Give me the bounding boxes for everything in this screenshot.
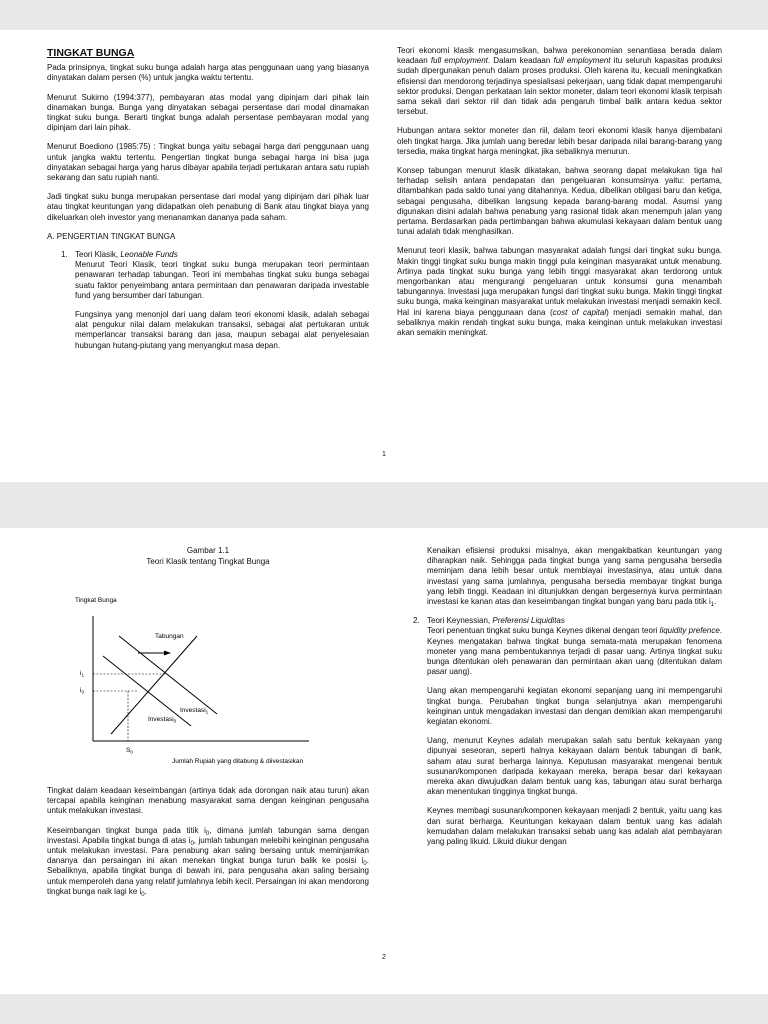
text: . Dalam keadaan xyxy=(487,56,554,66)
paragraph: Konsep tabungan menurut klasik dikatakan, bahwa seorang dapat melakukan tiga hal terhadap selisih antara pendapatan dan pengeluaran konsumsinya yaitu: pertama, ditambahkan pada saldo tunai yang ditahannya. Kedua, dibelikan obligasi baru dan ketiga, sebagai pengusaha, dibelikan langsung kepada barang-barang modal. Asumsi yang digunakan disini adalah bahwa penabung yang rasional tidak akan menempuh jalan yang pertama. Berdasarkan pada pertimbangan bahwa akumulasi kekayaan dalam bentuk uang tunai adalah tidak menghasilkan. xyxy=(397,166,722,237)
italic-text: liquidity prefence xyxy=(659,626,720,636)
page-1 xyxy=(0,30,768,482)
page1-right-column xyxy=(397,46,722,347)
y-axis-label: Tingkat Bunga xyxy=(75,597,117,604)
text: Teori penentuan tingkat suku bunga Keynes dikenal dengan teori xyxy=(427,626,660,636)
text: Menurut teori klasik, bahwa tabungan masyarakat adalah fungsi dari tingkat suku bunga. Makin tinggi tingkat suku bunga makin tinggi pula keinginan masyarakat untuk menabung. Artinya pada tingkat suku bunga yang lebih tinggi masyarakat akan terdorong untuk mengorbankan atau mengurangi pengeluaran untuk konsumsi guna menambah tabungannya. Investasi juga merupakan fungsi dari tingkat suku bunga. Makin tinggi tingkat suku bunga, maka keinginan masyarakat untuk melakukan investasi menjadi semakin kecil. Hal ini karena biaya penggunaan dana ( xyxy=(397,246,722,317)
text: Teori ekonomi klasik mengasumsikan, bahwa perekonomian senantiasa berada dalam keadaan xyxy=(397,46,722,66)
text: Kenaikan efisiensi produksi misalnya, akan mengakibatkan keuntungan yang diharapkan naik. Sehingga pada tingkat bunga yang sama pengusaha bersedia meminjam dana lebih besar untuk membiayai investasinya, atau untuk dana investasi yang sama jumlahnya, pengusaha bersedia membayar tingkat bunga yang lebih tinggi. Keadaan ini ditunjukkan dengan bergesernya kurva permintaan investasi ke kanan atas dan keseimbangan tingkat bungan yang baru pada titik i xyxy=(427,546,722,607)
savings-label: Tabungan xyxy=(155,633,184,640)
text: . xyxy=(714,597,717,607)
s0-label: $S_0$ xyxy=(126,747,133,755)
paragraph xyxy=(397,46,722,117)
i0-label: $i_0$ xyxy=(80,687,84,695)
list-item-teori-klasik xyxy=(47,250,369,351)
list-number: 1. xyxy=(61,250,68,260)
page-number: 1 xyxy=(382,451,386,458)
text: . xyxy=(144,886,147,896)
list-number: 2. xyxy=(413,616,420,626)
list-item-teori-keynessian xyxy=(413,616,722,847)
figure-number: Gambar 1.1 xyxy=(186,546,230,555)
paragraph xyxy=(427,626,722,677)
arrow-head-icon xyxy=(164,651,171,656)
text: itu seluruh kapasitas produksi sudah dipergunakan penuh dalam proses produksi. Oleh karena itu, kecuali meningkatkan efisiensi dan mendorong terjadinya spesialisasi pekerjaan, uang tidak dapat mempengaruhi sektor produksi. Dengan perkataan lain sektor moneter, dalam teori ekonomi klasik terpisah sama sekali dari sektor riil dan tidak ada pengaruh timbal balik antara kedua sektor tersebut. xyxy=(397,56,722,117)
document-title: TINGKAT BUNGA xyxy=(47,47,135,59)
text: , jumlah tabungan melebihi keinginan pengusaha untuk melakukan investasi. Para penabung akan saling bersaing untuk meminjamkan dananya dan persaingan ini akan menekan tingkat bunga turun balik ke posisi i xyxy=(47,835,370,866)
i1-label: $i_1$ xyxy=(80,670,84,678)
italic-text: full employment xyxy=(430,56,488,66)
subscript: 1 xyxy=(710,602,715,609)
paragraph: Hubungan antara sektor moneter dan riil, dalam teori ekonomi klasik hanya dijembatani oleh tingkat harga. Jika jumlah uang beredar lebih besar daripada nilai barang-barang yang tersedia, maka tingkat harga meningkat, jika sebaliknya menurun. xyxy=(397,126,722,156)
paragraph xyxy=(427,546,722,607)
subscript: 0 xyxy=(205,830,210,837)
paragraph xyxy=(47,826,369,897)
investment-curve-1 xyxy=(119,636,217,714)
paragraph: Pada prinsipnya, tingkat suku bunga adalah harga atas penggunaan uang yang biasanya dinyatakan dalam persen (%) untuk jangka waktu tertentu. xyxy=(47,63,369,83)
list-item-title xyxy=(75,250,369,260)
investment-1-label: Investasi$_1$ xyxy=(180,707,209,715)
text: ) menjadi semakin mahal, dan sebaliknya makin rendah tingkat suku bunga, maka keinginan untuk melakukan investasi akan semakin meningkat. xyxy=(397,307,722,338)
text: . Sebaliknya, apabila tingkat bunga di bawah ini, para pengusaha akan saling bersaing untuk memperoleh dana yang relatif jumlahnya lebih kecil. Persaingan ini akan mendorong tingkat bunga naik lagi ke i xyxy=(47,856,369,896)
investment-0-label: Investasi$_0$ xyxy=(148,716,177,724)
paragraph: Menurut Sukirno (1994:377), pembayaran atas modal yang dipinjam dari pihak lain dinamakan bunga. Bunga yang dinyatakan sebagai persentase dari modal dinamakan tingkat suku bunga. Berarti tingkat bunga adalah persentase pembayaran modal yang dipinjam dari lain pihak. xyxy=(47,92,369,133)
paragraph: Jadi tingkat suku bunga merupakan persentase dari modal yang dipinjam dari pihak luar atau tingkat keuntungan yang didapatkan oleh penabung di Bank atau tingkat biaya yang dikeluarkan oleh investor yang menanamkan dananya pada saham. xyxy=(47,192,369,222)
figure-caption xyxy=(47,546,369,567)
paragraph: Uang akan mempengaruhi kegiatan ekonomi sepanjang uang ini mempengaruhi tingkat bunga. Perubahan tingkat bunga selanjutnya akan mempengaruhi keinginan untuk mengadakan investasi dan dengan demikian akan mempengaruhi kegiatan ekonomi. xyxy=(427,686,722,727)
page-number: 2 xyxy=(382,954,386,961)
paragraph: Menurut Teori Klasik, teori tingkat suku bunga merupakan teori permintaan penawaran terhadap tabungan. Teori ini membahas tingkat suku bunga sebagai suatu faktor penyeimbang antara permintaan dan penawaran daripada investable fund yang bersumber dari tabungan. xyxy=(75,260,369,300)
page2-left-column xyxy=(47,546,369,906)
paragraph: Menurut Boediono (1985:75) : Tingkat bunga yaitu sebagai harga dari penggunaan uang untuk jangka waktu tertentu. Pengertian tingkat bunga sebagai harga ini bisa juga dinyatakan sebagai harga yang harus dibayar apabila terjadi pertukaran antara satu rupiah sekarang dan satu rupiah nanti. xyxy=(47,142,369,183)
italic-text: cost of capital xyxy=(552,307,607,317)
paragraph: Keynes membagi susunan/komponen kekayaan menjadi 2 bentuk, yaitu uang kas dan surat berharga. Keuntungan kekayaan dalam bentuk uang kas adalah kemudahan dalam melakukan transaksi sebab uang kas adalah alat pembayaran yang paling likuid. Likuid diukur dengan xyxy=(427,806,722,847)
text: . Keynes mengatakan bahwa tingkat bunga semata-mata merupakan fenomena moneter yang mana pembentukannya terjadi di pasar uang. Artinya tingkat suku bunga ditentukan oleh penawaran dan permintaan akan uang (ditentukan dalam pasar uang). xyxy=(427,626,722,677)
section-heading: A. PENGERTIAN TINGKAT BUNGA xyxy=(47,231,176,241)
italic-text: full employment xyxy=(553,56,611,66)
text: , dimana jumlah tabungan sama dengan investasi. Apabila tingkat bunga di atas i xyxy=(47,825,370,845)
page1-left-column xyxy=(47,48,369,360)
subscript: 0 xyxy=(141,891,145,898)
text: Keseimbangan tingkat bunga pada titik i xyxy=(47,825,206,835)
list-item-title xyxy=(427,616,722,626)
page2-right-column xyxy=(413,546,722,856)
paragraph xyxy=(397,246,722,338)
interest-rate-chart xyxy=(47,576,369,771)
subscript: 0 xyxy=(363,861,367,868)
x-axis-label: Jumlah Rupiah yang ditabung & diivestasikan xyxy=(172,758,304,765)
paragraph: Uang, menurut Keynes adalah merupakan salah satu bentuk kekayaan yang dipunyai seseoran, seperti halnya kekayaan dalam bentuk tabungan di bank, saham atau surat berharga lainnya. Keputusan masyarakat mengenai bentuk susunan/komponen daripada kekayaan mereka, berapa besar dari kekayaan mereka akan diwujudkan dalam bentuk uang kas, tabungan atau surat berharga akan menentukan tingginya tingkat bunga. xyxy=(427,736,722,797)
investment-curve-0 xyxy=(103,656,191,726)
paragraph: Fungsinya yang menonjol dari uang dalam teori ekonomi klasik, adalah sebagai alat pengukur nilai dalam melakukan transaksi, sebagai alat pertukaran untuk memperlancar transaksi barang dan jasa, maupun sebagai alat penyelesaian hubungan hutang-piutang yang menyangkut masa depan. xyxy=(75,310,369,350)
title-text: Teori Klasik, xyxy=(75,250,121,260)
subscript: 0 xyxy=(190,840,194,847)
title-italic-text: Preferensi Liquiditas xyxy=(492,616,565,626)
paragraph: Tingkat dalam keadaan keseimbangan (artinya tidak ada dorongan naik atau turun) akan tercapai apabila keinginan menabung masyarakat sama dengan keinginan pengusaha untuk melakukan investasi. xyxy=(47,786,369,816)
title-text: Teori Keynessian, xyxy=(427,616,493,626)
page-2 xyxy=(0,528,768,994)
title-italic-text: Leonable Funds xyxy=(120,250,178,260)
figure-title: Teori Klasik tentang Tingkat Bunga xyxy=(146,556,270,566)
